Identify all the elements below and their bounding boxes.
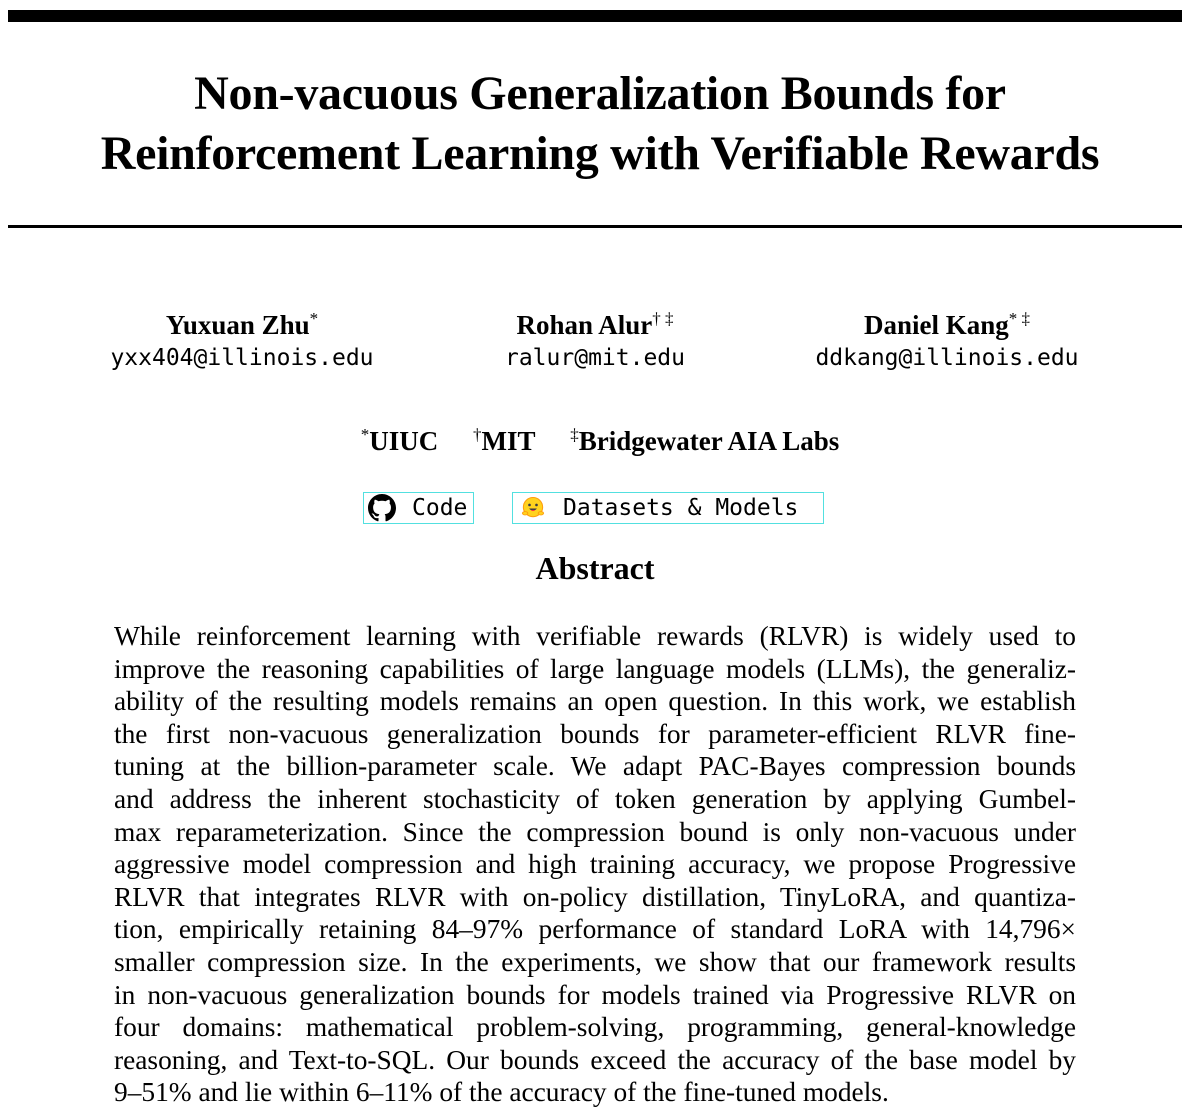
abstract-line: reasoning, and Text-to-SQL. Our bounds exceed the accuracy of the base model by [114,1044,1076,1075]
affiliation-mit: †MIT [472,425,536,456]
abstract-line: smaller compression size. In the experiments, we show that our framework results [114,946,1076,977]
affiliation-bridgewater: ‡Bridgewater AIA Labs [570,425,840,456]
abstract-line: 9–51% and lie within 6–11% of the accuracy of the fine-tuned models. [114,1077,889,1108]
abstract-line: in non-vacuous generalization bounds for models trained via Progressive RLVR on [114,979,1076,1010]
author-block [395,308,795,374]
paper-title [0,64,1200,184]
github-icon [368,494,396,522]
author-marks: † ‡ [652,309,674,328]
author-name: Rohan Alur† ‡ [516,309,674,340]
abstract-line: RLVR that integrates RLVR with on-policy distillation, TinyLoRA, and quantiza- [114,881,1076,912]
author-email: ddkang@illinois.edu [815,345,1079,371]
abstract-line: improve the reasoning capabilities of large language models (LLMs), the generaliz- [114,653,1076,684]
abstract-line: four domains: mathematical problem-solving, programming, general-knowledge [114,1012,1076,1043]
affiliations [0,423,1200,459]
title-line: Reinforcement Learning with Verifiable Rewards [100,127,1100,180]
author-marks: * ‡ [1008,309,1031,328]
author-block [747,308,1147,374]
abstract-line: and address the inherent stochasticity of token generation by applying Gumbel- [114,783,1076,814]
abstract-body [114,620,1076,1109]
affiliation-uiuc: *UIUC [360,425,439,456]
datasets-models-link[interactable] [512,492,824,524]
code-link-label: Code [412,495,468,521]
abstract-line: aggressive model compression and high training accuracy, we propose Progressive [114,849,1076,880]
author-marks: * [309,309,319,328]
abstract-line: While reinforcement learning with verifiable rewards (RLVR) is widely used to [114,621,1076,651]
abstract-line: max reparameterization. Since the compression bound is only non-vacuous under [114,816,1076,847]
author-block [42,308,442,374]
author-name: Daniel Kang* ‡ [863,309,1031,340]
code-link[interactable] [363,492,474,524]
hugging-face-icon [519,494,547,522]
author-email: yxx404@illinois.edu [110,345,374,371]
abstract-heading: Abstract [535,550,655,586]
author-name: Yuxuan Zhu* [165,309,319,340]
author-email: ralur@mit.edu [504,345,685,371]
title-rule [8,225,1182,228]
abstract-line: tion, empirically retaining 84–97% performance of standard LoRA with 14,796× [114,914,1076,945]
top-rule [8,10,1182,22]
abstract-line: the first non-vacuous generalization bounds for parameter-efficient RLVR fine- [114,718,1076,749]
abstract-line: tuning at the billion-parameter scale. We adapt PAC-Bayes compression bounds [114,751,1076,782]
title-line: Non-vacuous Generalization Bounds for [194,67,1006,120]
datasets-link-label: Datasets & Models [563,495,799,521]
abstract-line: ability of the resulting models remains an open question. In this work, we establish [114,686,1076,717]
